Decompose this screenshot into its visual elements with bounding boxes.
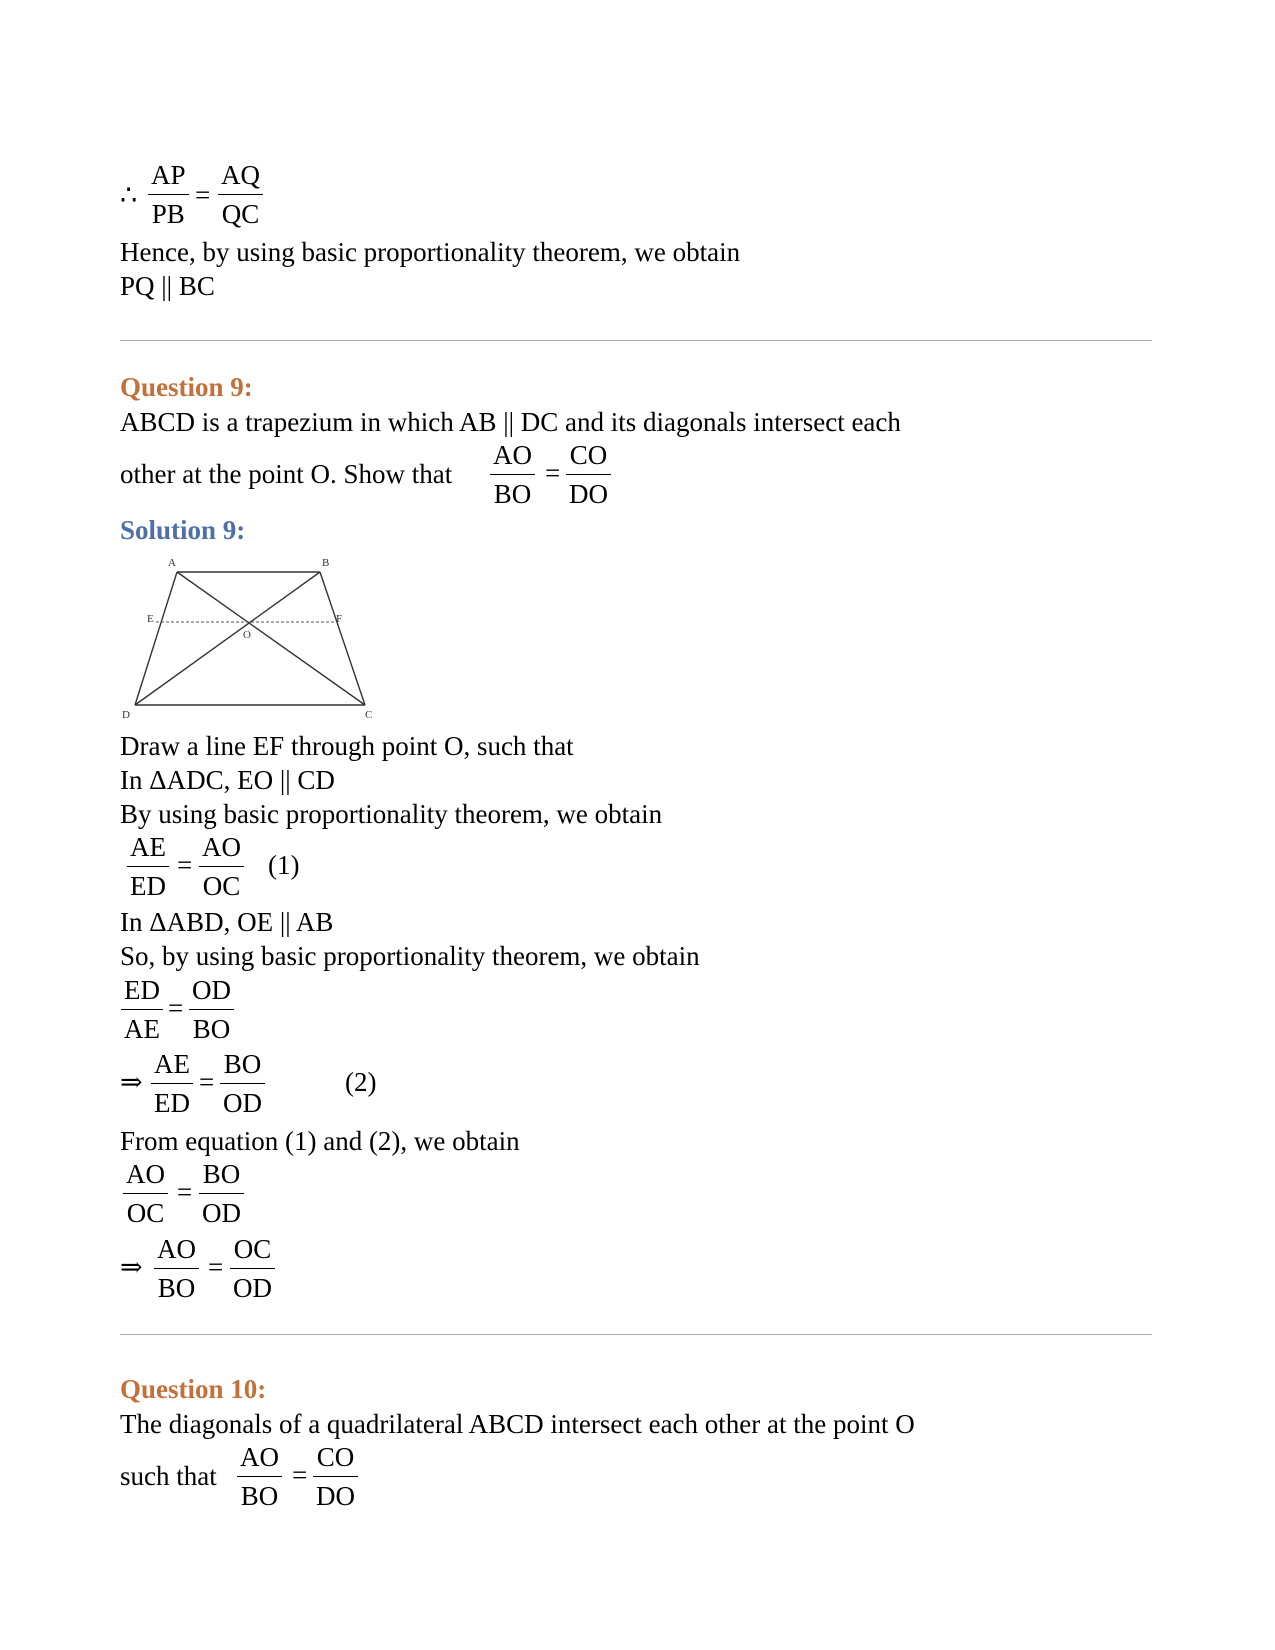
equals-sign: = xyxy=(199,1067,215,1097)
label-c: C xyxy=(365,709,373,720)
denominator: OC xyxy=(123,1193,168,1228)
question-10-line-1: The diagonals of a quadrilateral ABCD intersect each other at the point O xyxy=(120,1409,915,1439)
denominator: ED xyxy=(151,1083,193,1118)
fraction-ae-ed xyxy=(127,832,169,901)
question-9-heading: Question 9: xyxy=(120,372,253,402)
denominator: OD xyxy=(230,1268,275,1303)
intro-line-2: PQ || BC xyxy=(120,271,215,301)
numerator: OC xyxy=(233,1234,272,1264)
edge-da xyxy=(135,572,177,705)
solution-9-line-1: Draw a line EF through point O, such that xyxy=(120,731,574,761)
denominator: OC xyxy=(199,866,244,901)
question-10-heading: Question 10: xyxy=(120,1374,267,1404)
numerator: AP xyxy=(151,160,186,190)
numerator: AO xyxy=(202,832,241,862)
divider xyxy=(120,340,1152,341)
denominator: DO xyxy=(313,1476,358,1511)
label-e: E xyxy=(147,613,154,625)
equation-tag-1: (1) xyxy=(268,850,300,880)
numerator: CO xyxy=(569,440,608,470)
equals-sign: = xyxy=(545,458,561,488)
fraction-ao-oc-2 xyxy=(123,1159,168,1228)
fraction-ap-pb xyxy=(148,160,189,229)
equals-sign: = xyxy=(177,1177,193,1207)
fraction-ao-oc xyxy=(199,832,244,901)
question-9-line-2: other at the point O. Show that xyxy=(120,459,453,489)
denominator: ED xyxy=(127,866,169,901)
numerator: BO xyxy=(223,1049,262,1079)
solution-9-line-6: From equation (1) and (2), we obtain xyxy=(120,1126,520,1156)
fraction-ao-bo-2 xyxy=(154,1234,199,1303)
fraction-bo-od xyxy=(220,1049,265,1118)
numerator: AQ xyxy=(221,160,260,190)
label-o: O xyxy=(243,629,251,641)
solution-9-line-4: In ΔABD, OE || AB xyxy=(120,907,334,937)
fraction-ao-bo xyxy=(490,440,535,509)
denominator: BO xyxy=(154,1268,199,1303)
denominator: OD xyxy=(220,1083,265,1118)
edge-bc xyxy=(320,572,365,705)
intro-line-1: Hence, by using basic proportionality theorem, we obtain xyxy=(120,237,741,267)
label-a: A xyxy=(168,557,176,569)
numerator: AO xyxy=(157,1234,196,1264)
question-10-line-2: such that xyxy=(120,1461,217,1491)
solution-9-heading: Solution 9: xyxy=(120,515,246,545)
equation-tag-2: (2) xyxy=(345,1067,377,1097)
numerator: AE xyxy=(130,832,166,862)
label-b: B xyxy=(322,557,330,569)
fraction-od-bo xyxy=(189,975,234,1044)
fraction-bo-od-2 xyxy=(199,1159,244,1228)
denominator: BO xyxy=(189,1009,234,1044)
numerator: AO xyxy=(240,1442,279,1472)
solution-9-line-2: In ΔADC, EO || CD xyxy=(120,765,335,795)
label-d: D xyxy=(122,709,130,720)
equals-sign: = xyxy=(208,1252,224,1282)
question-9-line-1: ABCD is a trapezium in which AB || DC and its diagonals intersect each xyxy=(120,407,901,437)
equals-sign: = xyxy=(168,993,184,1023)
fraction-oc-od xyxy=(230,1234,275,1303)
numerator: CO xyxy=(316,1442,355,1472)
trapezium-figure xyxy=(110,550,390,720)
denominator: BO xyxy=(237,1476,282,1511)
diagonal-ac xyxy=(177,572,365,705)
numerator: AO xyxy=(126,1159,165,1189)
fraction-co-do-2 xyxy=(313,1442,358,1511)
equals-sign: = xyxy=(177,850,193,880)
divider xyxy=(120,1334,1152,1335)
fraction-ed-ae xyxy=(121,975,163,1044)
denominator: BO xyxy=(490,474,535,509)
equals-sign: = xyxy=(195,180,211,210)
solution-9-line-3: By using basic proportionality theorem, we obtain xyxy=(120,799,663,829)
denominator: AE xyxy=(121,1009,163,1044)
denominator: PB xyxy=(148,194,189,229)
numerator: AO xyxy=(493,440,532,470)
denominator: DO xyxy=(566,474,611,509)
numerator: OD xyxy=(192,975,231,1005)
implies-arrow: ⇒ xyxy=(120,1252,143,1282)
numerator: ED xyxy=(124,975,160,1005)
solution-9-line-5: So, by using basic proportionality theorem, we obtain xyxy=(120,941,700,971)
denominator: OD xyxy=(199,1193,244,1228)
denominator: QC xyxy=(218,194,263,229)
implies-arrow: ⇒ xyxy=(120,1067,143,1097)
diagonal-bd xyxy=(135,572,320,705)
equals-sign: = xyxy=(292,1460,308,1490)
fraction-ae-ed-2 xyxy=(151,1049,193,1118)
numerator: AE xyxy=(154,1049,190,1079)
fraction-aq-qc xyxy=(218,160,263,229)
therefore-symbol: ∴ xyxy=(120,180,138,210)
fraction-co-do xyxy=(566,440,611,509)
numerator: BO xyxy=(202,1159,241,1189)
fraction-ao-bo-3 xyxy=(237,1442,282,1511)
label-f: F xyxy=(336,613,343,625)
